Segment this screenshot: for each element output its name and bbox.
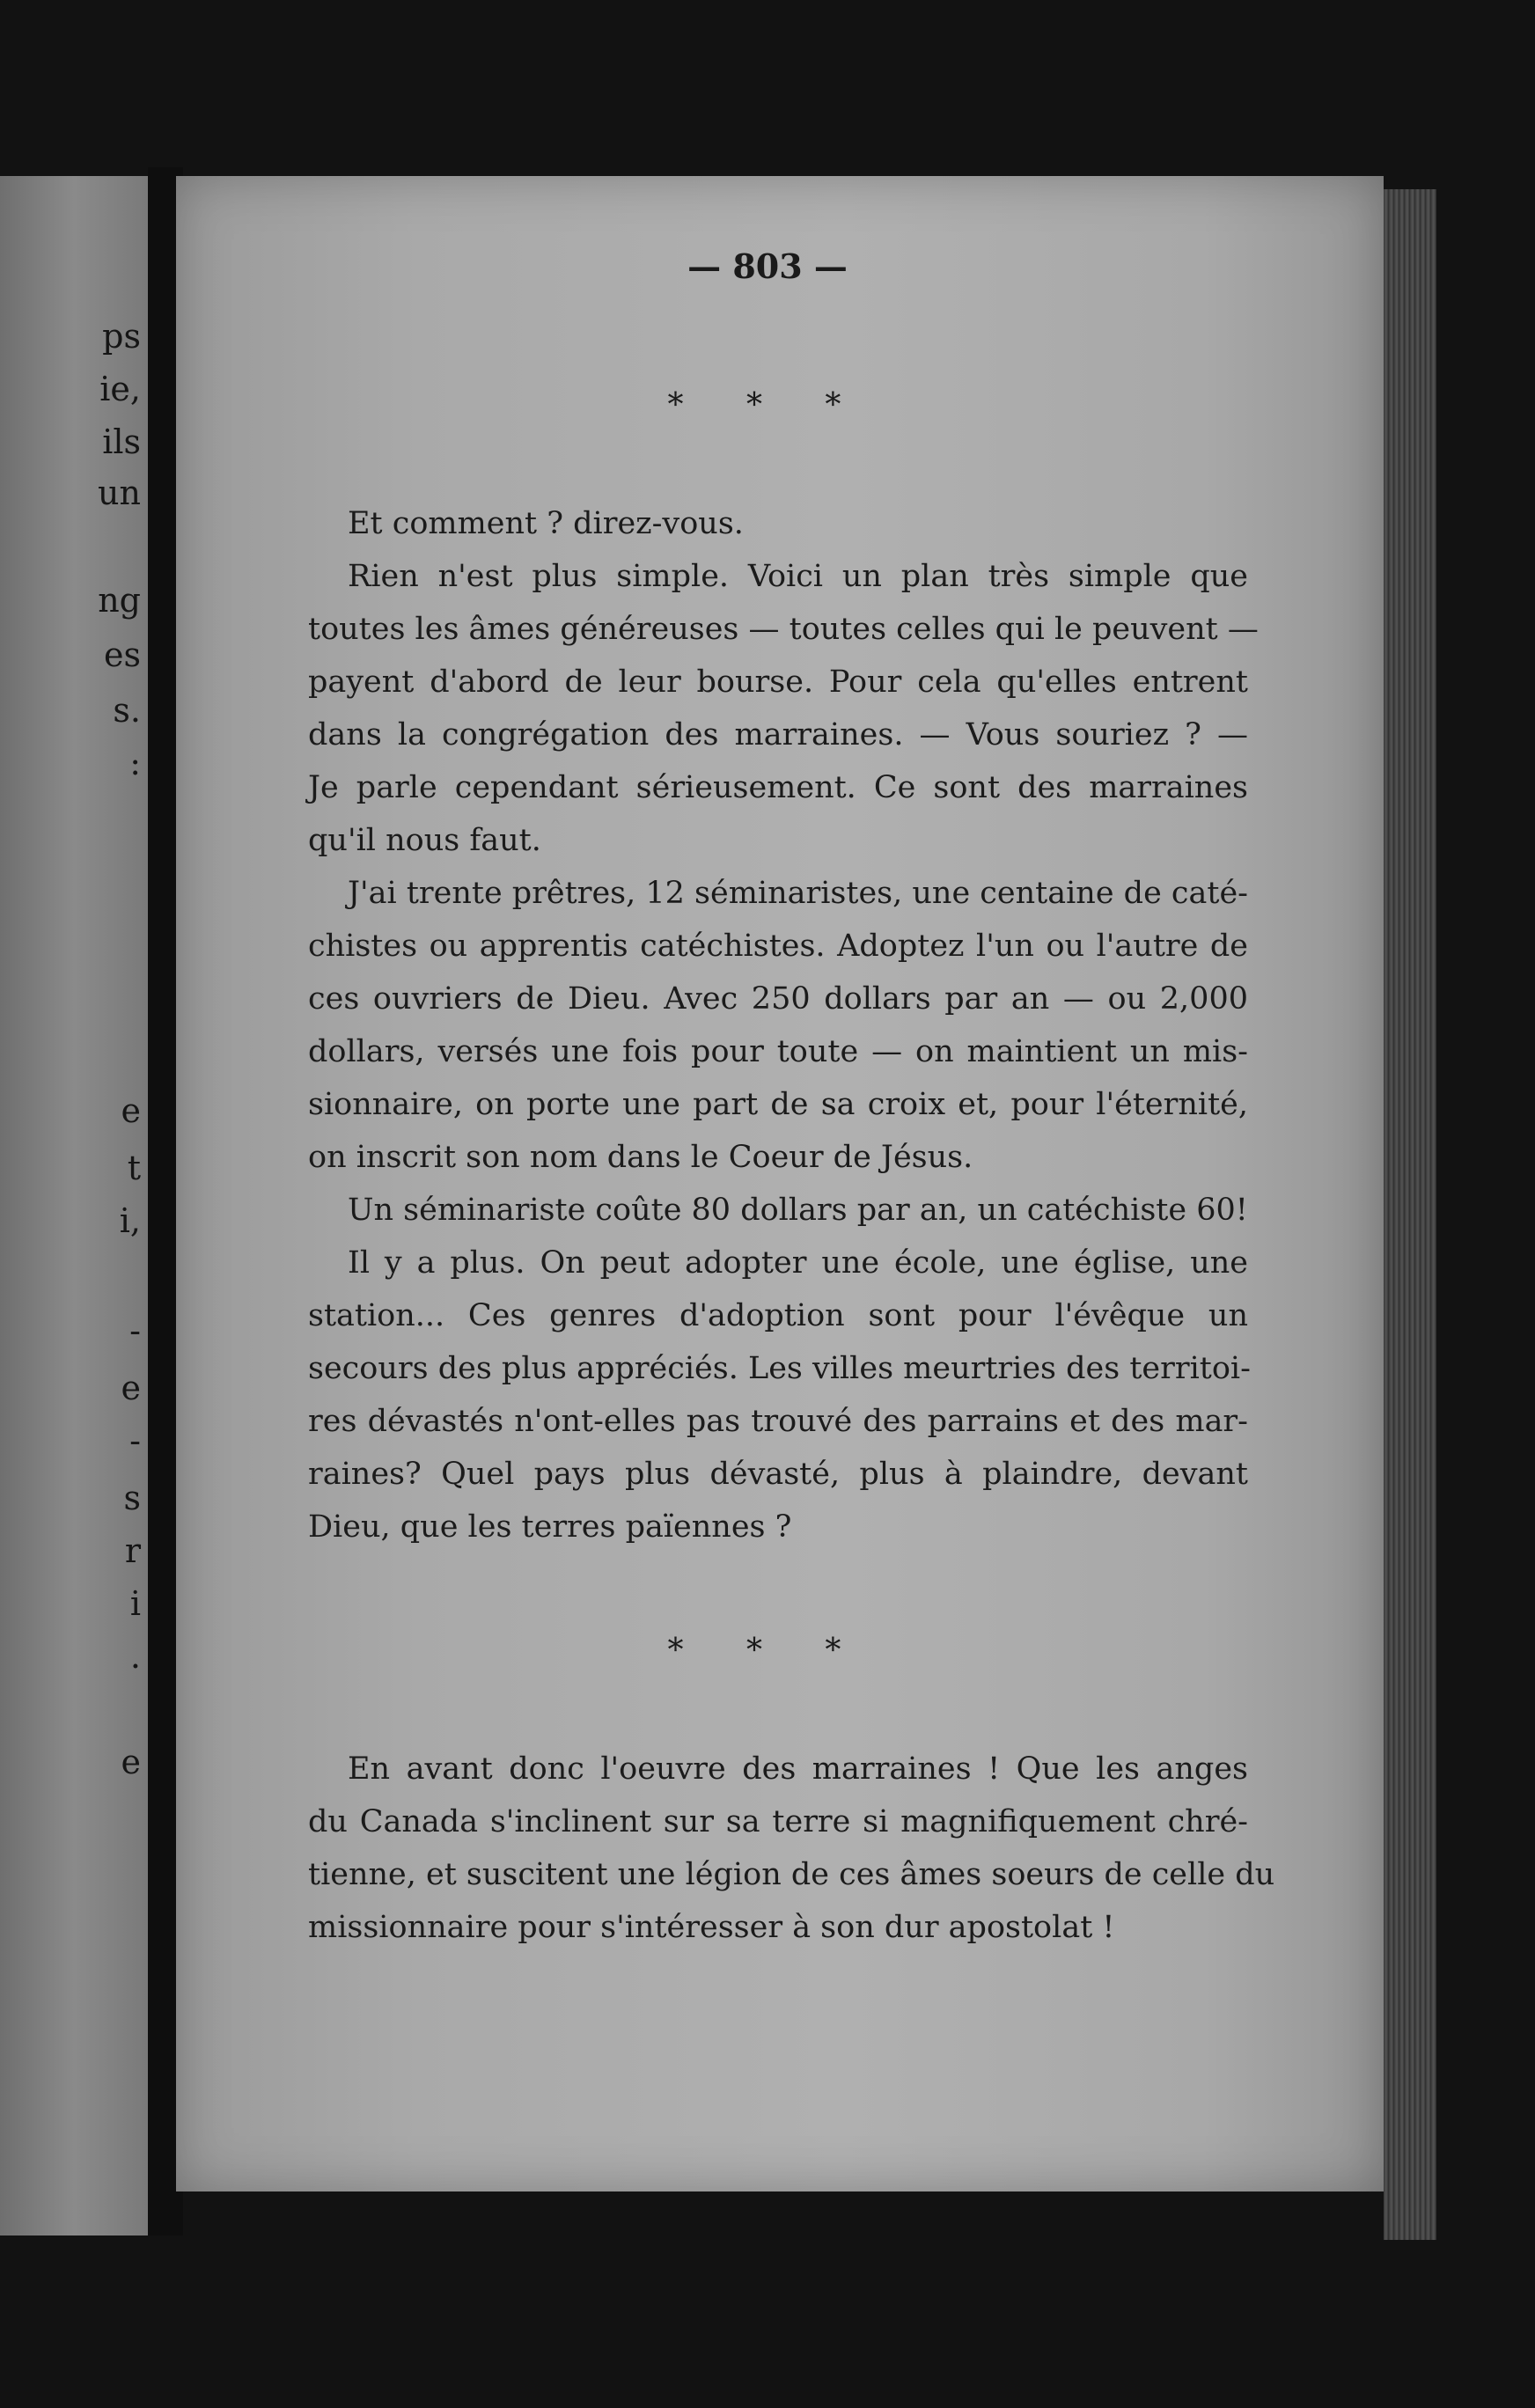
main-text-block [308, 497, 1259, 1553]
text-line: qu'il nous faut. [308, 823, 541, 858]
text-line: Il y a plus. On peut adopter une école, une église, une [348, 1245, 1248, 1281]
text-line: chistes ou apprentis catéchistes. Adoptez l'un ou l'autre de [308, 929, 1248, 964]
left-page-fragment: ps [102, 317, 141, 356]
left-page-fragment: s. [113, 691, 141, 730]
text-line: Rien n'est plus simple. Voici un plan très simple que [348, 559, 1248, 594]
text-line: on inscrit son nom dans le Coeur de Jésus. [308, 1140, 973, 1175]
left-page-fragment: t [127, 1149, 141, 1187]
previous-page-edge [0, 176, 148, 2235]
text-line: toutes les âmes généreuses — toutes celles qui le peuvent — [308, 612, 1259, 647]
left-page-fragment: e [121, 1091, 141, 1130]
left-page-fragment: un [98, 474, 141, 512]
text-line: res dévastés n'ont-elles pas trouvé des parrains et des mar- [308, 1404, 1248, 1439]
text-line: ces ouvriers de Dieu. Avec 250 dollars par an — ou 2,000 [308, 981, 1248, 1017]
left-page-fragment: : [129, 744, 141, 782]
text-line: Je parle cependant sérieusement. Ce sont des marraines [308, 770, 1248, 805]
page-number: — 803 — [687, 246, 848, 286]
text-line: Dieu, que les terres païennes ? [308, 1509, 792, 1545]
text-line: Et comment ? direz-vous. [348, 506, 744, 541]
left-page-fragment: i, [119, 1201, 141, 1240]
text-line: du Canada s'inclinent sur sa terre si magnifiquement chré- [308, 1804, 1248, 1839]
left-page-fragment: - [129, 1421, 141, 1460]
left-page-fragment: r [124, 1531, 141, 1570]
left-page-fragment: i [129, 1584, 141, 1623]
text-line: En avant donc l'oeuvre des marraines ! Que les anges [348, 1751, 1248, 1787]
left-page-fragment: e [121, 1369, 141, 1407]
text-line: J'ai trente prêtres, 12 séminaristes, une centaine de caté- [348, 876, 1248, 911]
left-page-fragment: s [123, 1479, 141, 1517]
section-separator-1: * * * [667, 387, 868, 423]
left-page-fragment: es [104, 635, 141, 674]
left-page-fragment: e [121, 1743, 141, 1781]
text-line: dollars, versés une fois pour toute — on maintient un mis- [308, 1034, 1248, 1069]
page-edge-stack [1384, 189, 1436, 2240]
text-line: sionnaire, on porte une part de sa croix et, pour l'éternité, [308, 1087, 1248, 1122]
text-line: secours des plus appréciés. Les villes meurtries des territoi- [308, 1351, 1251, 1386]
text-line: station... Ces genres d'adoption sont pour l'évêque un [308, 1298, 1248, 1333]
left-page-fragment: - [129, 1311, 141, 1350]
text-line: Un séminariste coûte 80 dollars par an, un catéchiste 60! [348, 1193, 1248, 1228]
closing-text-block [308, 1743, 1275, 1954]
text-line: missionnaire pour s'intéresser à son dur apostolat ! [308, 1910, 1115, 1945]
left-page-fragment: ng [98, 581, 141, 620]
section-separator-2: * * * [667, 1633, 868, 1669]
left-page-fragment: ie, [99, 370, 141, 408]
left-page-fragment: . [129, 1637, 141, 1676]
text-line: payent d'abord de leur bourse. Pour cela qu'elles entrent [308, 664, 1248, 700]
left-page-fragment: ils [102, 422, 141, 461]
text-line: tienne, et suscitent une légion de ces âmes soeurs de celle du [308, 1857, 1275, 1892]
text-line: raines? Quel pays plus dévasté, plus à plaindre, devant [308, 1457, 1248, 1492]
text-line: dans la congrégation des marraines. — Vous souriez ? — [308, 717, 1248, 752]
